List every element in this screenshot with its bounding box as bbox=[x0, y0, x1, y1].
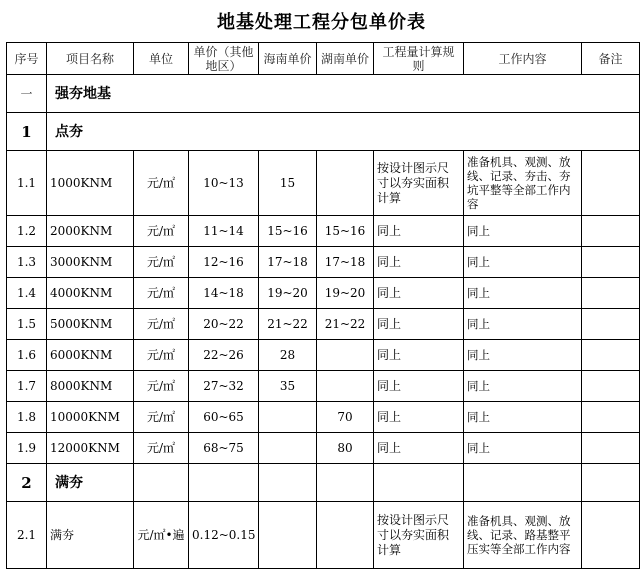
header-price-other: 单价（其他地区） bbox=[189, 43, 259, 75]
cell-note bbox=[582, 502, 640, 569]
cell-price-hainan bbox=[259, 502, 317, 569]
group-seq: 1 bbox=[7, 113, 47, 151]
header-unit: 单位 bbox=[134, 43, 189, 75]
section-seq: 一 bbox=[7, 75, 47, 113]
cell-unit: 元/㎡ bbox=[134, 433, 189, 464]
cell-note bbox=[582, 309, 640, 340]
cell-price-other: 27~32 bbox=[189, 371, 259, 402]
cell-price-other: 12~16 bbox=[189, 247, 259, 278]
cell-note bbox=[582, 216, 640, 247]
cell-name: 2000KNM bbox=[47, 216, 134, 247]
cell-unit: 元/㎡ bbox=[134, 151, 189, 216]
cell-price-hainan: 15~16 bbox=[259, 216, 317, 247]
group-row-1 bbox=[7, 113, 640, 151]
cell-name: 4000KNM bbox=[47, 278, 134, 309]
cell-work: 同上 bbox=[464, 433, 582, 464]
cell-price-other: 0.12~0.15 bbox=[189, 502, 259, 569]
cell-note bbox=[582, 371, 640, 402]
cell-note bbox=[582, 151, 640, 216]
cell-price-hunan: 70 bbox=[317, 402, 374, 433]
cell-work: 同上 bbox=[464, 216, 582, 247]
cell-unit: 元/㎡ bbox=[134, 247, 189, 278]
group-row-2 bbox=[7, 464, 640, 502]
cell-seq: 1.4 bbox=[7, 278, 47, 309]
header-rule: 工程量计算规则 bbox=[374, 43, 464, 75]
group-name: 满夯 bbox=[47, 464, 134, 502]
cell-unit: 元/㎡ bbox=[134, 402, 189, 433]
cell-name: 12000KNM bbox=[47, 433, 134, 464]
cell-price-other: 60~65 bbox=[189, 402, 259, 433]
header-price-hunan: 湖南单价 bbox=[317, 43, 374, 75]
cell-unit: 元/㎡•遍 bbox=[134, 502, 189, 569]
cell-note bbox=[582, 402, 640, 433]
header-name: 项目名称 bbox=[47, 43, 134, 75]
cell-rule: 同上 bbox=[374, 247, 464, 278]
table-row bbox=[7, 247, 640, 278]
cell-rule: 同上 bbox=[374, 371, 464, 402]
table-row bbox=[7, 371, 640, 402]
cell-rule: 按设计图示尺寸以夯实面积计算 bbox=[374, 502, 464, 569]
cell-unit: 元/㎡ bbox=[134, 278, 189, 309]
cell-name: 8000KNM bbox=[47, 371, 134, 402]
cell-price-hunan: 80 bbox=[317, 433, 374, 464]
section-row bbox=[7, 75, 640, 113]
cell-price-other: 10~13 bbox=[189, 151, 259, 216]
cell-price-hunan bbox=[317, 502, 374, 569]
cell-rule: 同上 bbox=[374, 340, 464, 371]
table-row bbox=[7, 216, 640, 247]
cell-rule: 同上 bbox=[374, 278, 464, 309]
cell-price-other: 68~75 bbox=[189, 433, 259, 464]
cell-work: 同上 bbox=[464, 371, 582, 402]
cell-rule: 同上 bbox=[374, 433, 464, 464]
cell-unit: 元/㎡ bbox=[134, 309, 189, 340]
table-row bbox=[7, 151, 640, 216]
header-work: 工作内容 bbox=[464, 43, 582, 75]
cell-seq: 2.1 bbox=[7, 502, 47, 569]
cell-price-hainan: 15 bbox=[259, 151, 317, 216]
cell-price-hunan bbox=[317, 151, 374, 216]
cell-rule: 同上 bbox=[374, 402, 464, 433]
cell-note bbox=[582, 433, 640, 464]
cell-note bbox=[582, 247, 640, 278]
cell-price-hunan: 21~22 bbox=[317, 309, 374, 340]
cell-seq: 1.7 bbox=[7, 371, 47, 402]
cell-work: 准备机具、观测、放线、记录、路基整平压实等全部工作内容 bbox=[464, 502, 582, 569]
cell-price-hainan: 17~18 bbox=[259, 247, 317, 278]
cell-note bbox=[582, 340, 640, 371]
table-row bbox=[7, 309, 640, 340]
cell-price-hunan: 17~18 bbox=[317, 247, 374, 278]
cell-name: 1000KNM bbox=[47, 151, 134, 216]
cell-work: 同上 bbox=[464, 278, 582, 309]
cell-price-hainan: 28 bbox=[259, 340, 317, 371]
cell-rule: 同上 bbox=[374, 309, 464, 340]
cell-price-hainan: 21~22 bbox=[259, 309, 317, 340]
table-row bbox=[7, 340, 640, 371]
cell-price-hunan: 15~16 bbox=[317, 216, 374, 247]
cell-work: 准备机具、观测、放线、记录、夯击、夯坑平整等全部工作内容 bbox=[464, 151, 582, 216]
cell-rule: 同上 bbox=[374, 216, 464, 247]
cell-work: 同上 bbox=[464, 340, 582, 371]
cell-seq: 1.6 bbox=[7, 340, 47, 371]
cell-note bbox=[582, 278, 640, 309]
page-title: 地基处理工程分包单价表 bbox=[217, 12, 426, 33]
cell-rule: 按设计图示尺寸以夯实面积计算 bbox=[374, 151, 464, 216]
cell-price-hainan bbox=[259, 433, 317, 464]
cell-seq: 1.3 bbox=[7, 247, 47, 278]
table-row bbox=[7, 402, 640, 433]
cell-price-hainan: 19~20 bbox=[259, 278, 317, 309]
cell-price-other: 11~14 bbox=[189, 216, 259, 247]
cell-seq: 1.2 bbox=[7, 216, 47, 247]
cell-seq: 1.8 bbox=[7, 402, 47, 433]
cell-name: 6000KNM bbox=[47, 340, 134, 371]
cell-unit: 元/㎡ bbox=[134, 216, 189, 247]
cell-price-other: 14~18 bbox=[189, 278, 259, 309]
header-note: 备注 bbox=[582, 43, 640, 75]
table-row bbox=[7, 433, 640, 464]
header-price-hainan: 海南单价 bbox=[259, 43, 317, 75]
header-row bbox=[7, 43, 640, 75]
cell-price-other: 22~26 bbox=[189, 340, 259, 371]
cell-price-hainan: 35 bbox=[259, 371, 317, 402]
cell-seq: 1.9 bbox=[7, 433, 47, 464]
cell-price-hunan: 19~20 bbox=[317, 278, 374, 309]
group-name: 点夯 bbox=[47, 113, 640, 151]
cell-unit: 元/㎡ bbox=[134, 340, 189, 371]
cell-name: 满夯 bbox=[47, 502, 134, 569]
cell-work: 同上 bbox=[464, 247, 582, 278]
cell-price-hunan bbox=[317, 371, 374, 402]
cell-work: 同上 bbox=[464, 309, 582, 340]
cell-seq: 1.5 bbox=[7, 309, 47, 340]
cell-price-hunan bbox=[317, 340, 374, 371]
table-row bbox=[7, 502, 640, 569]
header-seq: 序号 bbox=[7, 43, 47, 75]
cell-work: 同上 bbox=[464, 402, 582, 433]
cell-price-other: 20~22 bbox=[189, 309, 259, 340]
cell-price-hainan bbox=[259, 402, 317, 433]
section-name: 强夯地基 bbox=[47, 75, 640, 113]
price-table bbox=[6, 42, 640, 569]
cell-name: 5000KNM bbox=[47, 309, 134, 340]
group-seq: 2 bbox=[7, 464, 47, 502]
cell-name: 3000KNM bbox=[47, 247, 134, 278]
cell-unit: 元/㎡ bbox=[134, 371, 189, 402]
cell-name: 10000KNM bbox=[47, 402, 134, 433]
cell-seq: 1.1 bbox=[7, 151, 47, 216]
table-row bbox=[7, 278, 640, 309]
